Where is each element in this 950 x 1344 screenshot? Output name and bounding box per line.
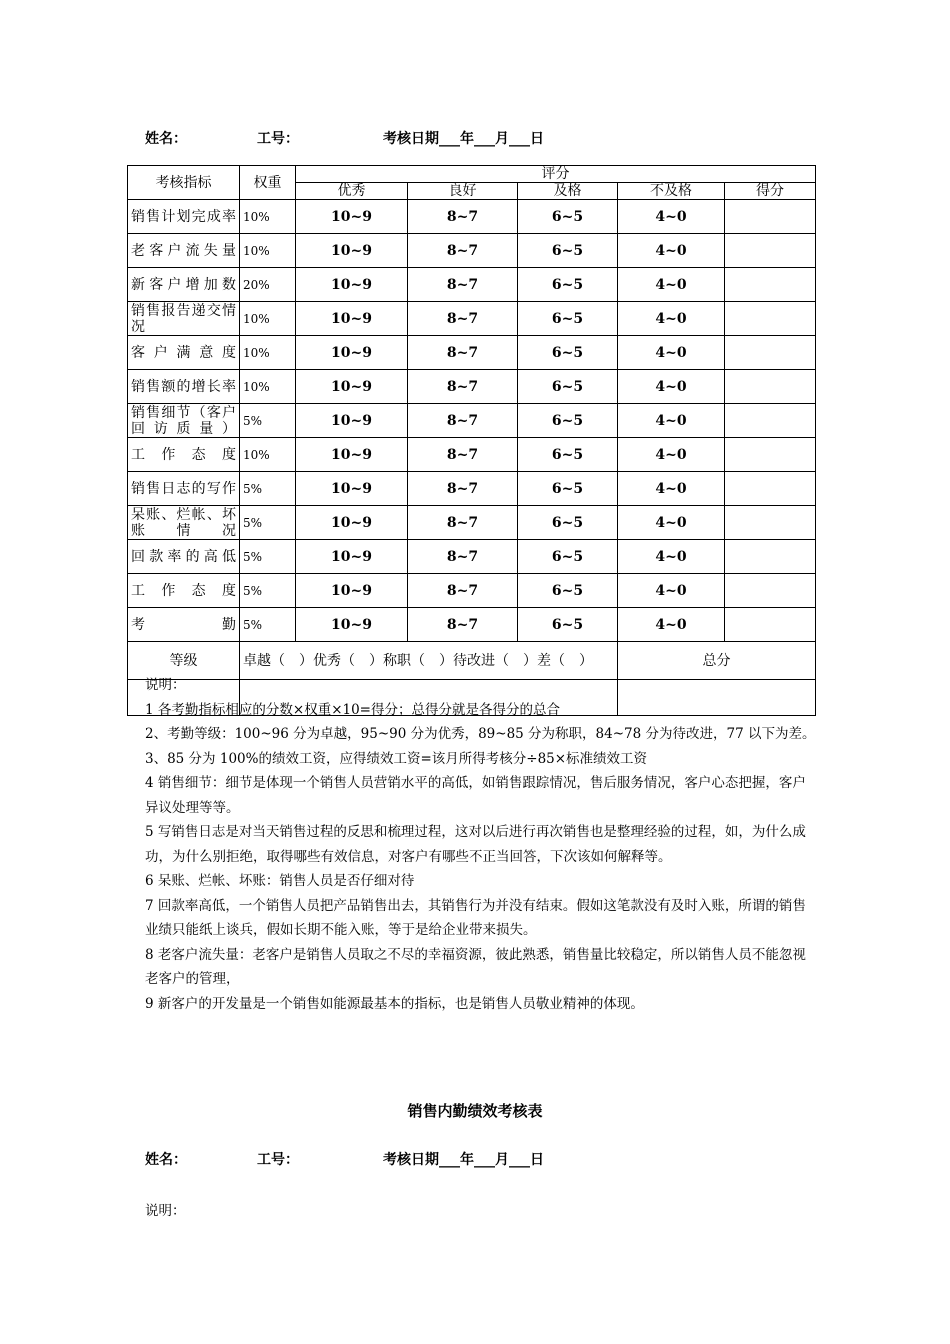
- name-label: 姓名：: [145, 131, 187, 147]
- excellent-cell: 10~9: [296, 438, 408, 472]
- fail-cell: 4~0: [618, 608, 725, 642]
- grade-options: 卓越（ ）优秀（ ）称职（ ）待改进（ ）差（ ）: [240, 642, 618, 680]
- indicator-cell: 考勤: [128, 608, 240, 642]
- note-item: 8 老客户流失量：老客户是销售人员取之不尽的幸福资源，彼此熟悉，销售量比较稳定，所以销售人员不能忽视老客户的管理，: [145, 946, 806, 987]
- weight-cell: 5%: [240, 574, 296, 608]
- weight-cell: 10%: [240, 200, 296, 234]
- excellent-cell: 10~9: [296, 268, 408, 302]
- header-score: 评分: [296, 166, 816, 183]
- second-notes-heading: 说明：: [145, 1203, 186, 1219]
- excellent-cell: 10~9: [296, 608, 408, 642]
- header-fail: 不及格: [618, 183, 725, 200]
- good-cell: 8~7: [408, 336, 518, 370]
- indicator-cell: 老客户流失量: [128, 234, 240, 268]
- good-cell: 8~7: [408, 302, 518, 336]
- pass-cell: 6~5: [518, 438, 618, 472]
- pass-cell: 6~5: [518, 302, 618, 336]
- indicator-cell: 工作态度: [128, 574, 240, 608]
- score-input-cell[interactable]: [725, 404, 816, 438]
- score-input-cell[interactable]: [725, 370, 816, 404]
- score-input-cell[interactable]: [725, 506, 816, 540]
- weight-cell: 5%: [240, 540, 296, 574]
- weight-cell: 5%: [240, 404, 296, 438]
- score-input-cell[interactable]: [725, 574, 816, 608]
- good-cell: 8~7: [408, 540, 518, 574]
- pass-cell: 6~5: [518, 234, 618, 268]
- score-input-cell[interactable]: [725, 302, 816, 336]
- indicator-cell: 销售细节（客户回访质量）: [128, 404, 240, 438]
- second-form-title: 销售内勤绩效考核表: [407, 1102, 543, 1120]
- good-cell: 8~7: [408, 574, 518, 608]
- header-good: 良好: [408, 183, 518, 200]
- score-input-cell[interactable]: [725, 234, 816, 268]
- pass-cell: 6~5: [518, 472, 618, 506]
- notes-heading: 说明：: [145, 677, 186, 693]
- excellent-cell: 10~9: [296, 370, 408, 404]
- table-row: [128, 200, 816, 234]
- score-input-cell[interactable]: [725, 472, 816, 506]
- excellent-cell: 10~9: [296, 404, 408, 438]
- name-label-2: 姓名：: [145, 1152, 187, 1168]
- good-cell: 8~7: [408, 472, 518, 506]
- fail-cell: 4~0: [618, 540, 725, 574]
- pass-cell: 6~5: [518, 540, 618, 574]
- excellent-cell: 10~9: [296, 234, 408, 268]
- weight-cell: 10%: [240, 370, 296, 404]
- header-weight: 权重: [240, 166, 296, 200]
- fail-cell: 4~0: [618, 472, 725, 506]
- pass-cell: 6~5: [518, 404, 618, 438]
- good-cell: 8~7: [408, 506, 518, 540]
- weight-cell: 10%: [240, 438, 296, 472]
- weight-cell: 5%: [240, 472, 296, 506]
- note-item: 2、考勤等级：100~96 分为卓越，95~90 分为优秀，89~85 分为称职，84~78 分为待改进，77 以下为差。: [145, 726, 816, 742]
- employee-id-label-2: 工号：: [257, 1152, 299, 1168]
- table-row: [128, 540, 816, 574]
- good-cell: 8~7: [408, 370, 518, 404]
- assessment-date-label-2: 考核日期___年___月___日: [383, 1152, 544, 1168]
- excellent-cell: 10~9: [296, 200, 408, 234]
- score-input-cell[interactable]: [725, 200, 816, 234]
- score-input-cell[interactable]: [725, 438, 816, 472]
- table-row: [128, 404, 816, 438]
- note-item: 7 回款率高低，一个销售人员把产品销售出去，其销售行为并没有结束。假如这笔款没有及时入账，所谓的销售业绩只能纸上谈兵，假如长期不能入账，等于是给企业带来损失。: [145, 897, 806, 938]
- pass-cell: 6~5: [518, 268, 618, 302]
- table-row: [128, 438, 816, 472]
- indicator-cell: 工作态度: [128, 438, 240, 472]
- fail-cell: 4~0: [618, 234, 725, 268]
- excellent-cell: 10~9: [296, 574, 408, 608]
- indicator-cell: 新客户增加数: [128, 268, 240, 302]
- assessment-table: [127, 165, 816, 716]
- excellent-cell: 10~9: [296, 336, 408, 370]
- fail-cell: 4~0: [618, 506, 725, 540]
- excellent-cell: 10~9: [296, 302, 408, 336]
- score-input-cell[interactable]: [725, 268, 816, 302]
- weight-cell: 20%: [240, 268, 296, 302]
- excellent-cell: 10~9: [296, 540, 408, 574]
- header-indicator: 考核指标: [128, 166, 240, 200]
- header-excellent: 优秀: [296, 183, 408, 200]
- fail-cell: 4~0: [618, 404, 725, 438]
- good-cell: 8~7: [408, 404, 518, 438]
- fail-cell: 4~0: [618, 438, 725, 472]
- fail-cell: 4~0: [618, 200, 725, 234]
- indicator-cell: 客户满意度: [128, 336, 240, 370]
- table-row: [128, 302, 816, 336]
- note-item: 5 写销售日志是对当天销售过程的反思和梳理过程，这对以后进行再次销售也是整理经验的过程，如，为什么成功，为什么别拒绝，取得哪些有效信息，对客户有哪些不正当回答，下次该如何解释等。: [145, 824, 806, 865]
- pass-cell: 6~5: [518, 574, 618, 608]
- score-input-cell[interactable]: [725, 336, 816, 370]
- table-row: [128, 608, 816, 642]
- indicator-cell: 销售计划完成率: [128, 200, 240, 234]
- pass-cell: 6~5: [518, 336, 618, 370]
- table-row: [128, 370, 816, 404]
- weight-cell: 10%: [240, 336, 296, 370]
- fail-cell: 4~0: [618, 268, 725, 302]
- table-row: [128, 472, 816, 506]
- table-row: [128, 506, 816, 540]
- good-cell: 8~7: [408, 608, 518, 642]
- assessment-date-label: 考核日期___年___月___日: [383, 131, 544, 147]
- weight-cell: 5%: [240, 608, 296, 642]
- indicator-cell: 呆账、烂帐、坏账情况: [128, 506, 240, 540]
- pass-cell: 6~5: [518, 370, 618, 404]
- pass-cell: 6~5: [518, 608, 618, 642]
- header-result: 得分: [725, 183, 816, 200]
- header-pass: 及格: [518, 183, 618, 200]
- indicator-cell: 回款率的高低: [128, 540, 240, 574]
- note-item: 9 新客户的开发量是一个销售如能源最基本的指标，也是销售人员敬业精神的体现。: [145, 995, 644, 1012]
- note-item: 4 销售细节：细节是体现一个销售人员营销水平的高低，如销售跟踪情况，售后服务情况，客户心态把握，客户异议处理等等。: [145, 775, 806, 816]
- indicator-cell: 销售额的增长率: [128, 370, 240, 404]
- table-row: [128, 268, 816, 302]
- fail-cell: 4~0: [618, 302, 725, 336]
- good-cell: 8~7: [408, 268, 518, 302]
- notes-section: [145, 673, 817, 1016]
- table-row: [128, 336, 816, 370]
- note-item: 6 呆账、烂帐、坏账：销售人员是否仔细对待: [145, 873, 415, 889]
- good-cell: 8~7: [408, 234, 518, 268]
- weight-cell: 10%: [240, 302, 296, 336]
- fail-cell: 4~0: [618, 336, 725, 370]
- weight-cell: 5%: [240, 506, 296, 540]
- employee-id-label: 工号：: [257, 131, 299, 147]
- fail-cell: 4~0: [618, 370, 725, 404]
- note-item: 1 各考勤指标相应的分数×权重×10=得分；总得分就是各得分的总合: [145, 701, 560, 718]
- grade-label: 等级: [128, 642, 240, 680]
- score-input-cell[interactable]: [725, 608, 816, 642]
- weight-cell: 10%: [240, 234, 296, 268]
- total-label: 总分: [618, 642, 816, 680]
- table-row: [128, 574, 816, 608]
- score-input-cell[interactable]: [725, 540, 816, 574]
- fail-cell: 4~0: [618, 574, 725, 608]
- excellent-cell: 10~9: [296, 472, 408, 506]
- pass-cell: 6~5: [518, 200, 618, 234]
- excellent-cell: 10~9: [296, 506, 408, 540]
- indicator-cell: 销售报告递交情况: [128, 302, 240, 336]
- note-item: 3、85 分为 100%的绩效工资，应得绩效工资=该月所得考核分÷85×标准绩效工资: [145, 750, 648, 767]
- pass-cell: 6~5: [518, 506, 618, 540]
- indicator-cell: 销售日志的写作: [128, 472, 240, 506]
- good-cell: 8~7: [408, 200, 518, 234]
- table-row: [128, 234, 816, 268]
- good-cell: 8~7: [408, 438, 518, 472]
